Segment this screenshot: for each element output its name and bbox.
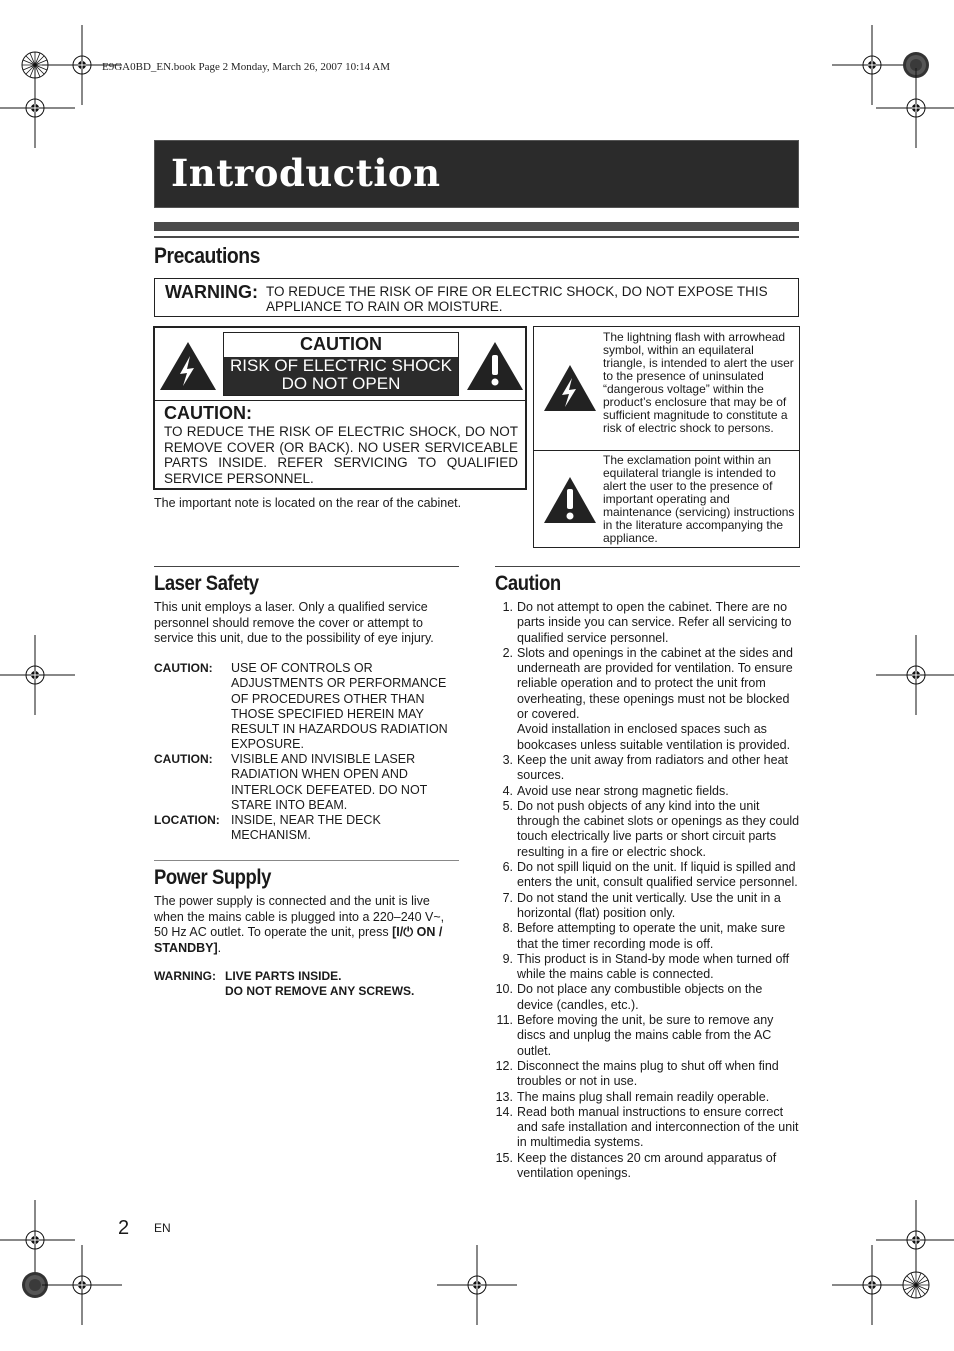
caution-label-panel [223, 332, 459, 396]
list-item-extra: Avoid installation in enclosed spaces such as bookcases unless suitable ventilation is provided. [517, 722, 791, 752]
caution-panel-warning [224, 357, 458, 395]
power-supply-text [154, 894, 457, 956]
laser-intro: This unit employs a laser. Only a qualified service personnel should remove the cover or attempt to service this unit, due to the possibility of eye injury. [154, 600, 434, 645]
list-item-text: Avoid use near strong magnetic fields. [517, 783, 729, 798]
warning-label: WARNING: [165, 282, 258, 302]
power-warning-line1: LIVE PARTS INSIDE. [225, 969, 342, 983]
list-item-number: 2. [502, 645, 513, 660]
power-warning-line2: DO NOT REMOVE ANY SCREWS. [225, 984, 415, 999]
caution-divider [155, 400, 525, 401]
warning-box [154, 278, 799, 317]
list-item-number: 4. [502, 783, 513, 798]
chapter-title-bar [154, 140, 799, 208]
list-item-number: 6. [502, 860, 513, 875]
list-item [495, 1013, 800, 1059]
list-item-text: Slots and openings in the cabinet at the sides and underneath are provided for ventilation. To ensure reliable operation and to protect the unit from overheating, these openings must not be blocked or covered. [517, 645, 793, 722]
cabinet-note: The important note is located on the rear of the cabinet. [154, 496, 462, 510]
list-item-text: Do not place any combustible objects on the device (candles, etc.). [517, 982, 763, 1012]
list-item [495, 784, 800, 799]
list-item [495, 600, 800, 646]
caution-label: CAUTION: [164, 403, 252, 423]
list-item-text: Disconnect the mains plug to shut off when find troubles or not in use. [517, 1058, 779, 1089]
list-item-number: 9. [502, 951, 513, 966]
power-supply-end: . [217, 940, 222, 955]
symbol-explanation-box [533, 326, 800, 548]
list-item-number: 12. [495, 1058, 513, 1073]
standby-button-reference: [I/⏻ ON / STANDBY] [154, 925, 443, 955]
list-item [495, 982, 800, 1013]
exclamation-symbol-text: The exclamation point within an equilateral triangle is intended to alert the user to the presence of important operating and maintenance (servicing) instructions in the literature accompanying the appliance. [603, 453, 795, 545]
list-item-number: 13. [495, 1089, 513, 1104]
warning-text: TO REDUCE THE RISK OF FIRE OR ELECTRIC SHOCK, DO NOT EXPOSE THIS APPLIANCE TO RAIN OR MOISTURE. [266, 284, 768, 314]
list-item [495, 1105, 800, 1151]
laser-row-text: INSIDE, NEAR THE DECK MECHANISM. [231, 813, 381, 843]
list-item-text: This product is in Stand-by mode when turned off while the mains cable is connected. [517, 951, 790, 982]
caution-panel-line2: DO NOT OPEN [281, 374, 401, 393]
caution-panel-title: CAUTION [300, 334, 382, 354]
list-item-text: Do not stand the unit vertically. Use the unit in a horizontal (flat) position only. [517, 890, 781, 920]
laser-caution-row-2 [154, 752, 459, 814]
heading-rule-thick [154, 222, 799, 231]
laser-row-text: USE OF CONTROLS OR ADJUSTMENTS OR PERFORMANCE OF PROCEDURES OTHER THAN THOSE SPECIFIED HEREIN MAY RESULT IN HAZARDOUS RADIATION EXPOSURE. [231, 661, 448, 752]
power-section-rule [154, 860, 459, 861]
list-item-text: Keep the unit away from radiators and other heat sources. [517, 752, 788, 783]
list-item-number: 5. [502, 798, 513, 813]
list-item-number: 14. [495, 1104, 513, 1119]
caution-text: TO REDUCE THE RISK OF ELECTRIC SHOCK, DO NOT REMOVE COVER (OR BACK). NO USER SERVICEABLE PARTS INSIDE. REFER SERVICING TO QUALIFIED SERVICE PERSONNEL. [164, 424, 518, 486]
power-warning [154, 969, 459, 1001]
power-warning-label: WARNING: [154, 969, 216, 983]
list-item-number: 1. [502, 600, 513, 614]
list-item [495, 753, 800, 784]
laser-row-label: CAUTION: [154, 661, 213, 675]
list-item-text: Do not attempt to open the cabinet. There are no parts inside you can service. Refer all servicing to qualified service personnel. [517, 600, 792, 645]
laser-row-text: VISIBLE AND INVISIBLE LASER RADIATION WHEN OPEN AND INTERLOCK DEFEATED. DO NOT STARE INTO BEAM. [231, 752, 428, 812]
caution-list-heading: Caution [495, 572, 561, 595]
caution-panel-line1: RISK OF ELECTRIC SHOCK [230, 356, 452, 375]
power-supply-heading: Power Supply [154, 866, 271, 889]
exclamation-warning-icon [465, 340, 525, 392]
list-item-number: 11. [496, 1013, 513, 1028]
exclamation-symbol-icon [542, 475, 598, 525]
list-item-number: 15. [495, 1150, 513, 1165]
list-item [495, 1059, 800, 1090]
list-item-number: 3. [502, 752, 513, 767]
list-item [495, 921, 800, 952]
lightning-symbol-text: The lightning flash with arrowhead symbol, within an equilateral triangle, is intended to alert the user to the presence of uninsulated “dangerous voltage” within the product’s enclosure that may be of sufficient magnitude to constitute a risk of electric shock to persons. [603, 330, 794, 435]
heading-rule-thin [154, 236, 799, 238]
caution-list [495, 600, 800, 1181]
list-item-text: Before moving the unit, be sure to remove any discs and unplug the mains cable from the AC outlet. [517, 1013, 774, 1058]
list-item-text: Keep the distances 20 cm around apparatus of ventilation openings. [517, 1150, 777, 1180]
laser-section-rule [154, 566, 459, 567]
power-warning-text [225, 969, 455, 1000]
list-item-text: Do not spill liquid on the unit. If liquid is spilled and enters the unit, consult qualified service personnel. [517, 860, 798, 890]
power-supply-main: The power supply is connected and the unit is live when the mains cable is plugged into a 220–240 V~, 50 Hz AC outlet. To operate the unit, press [154, 894, 445, 939]
list-item-number: 7. [502, 890, 513, 905]
lightning-symbol-icon [542, 363, 598, 413]
list-item-text: Do not push objects of any kind into the unit through the cabinet slots or openings as they could touch electrically live parts or short circuit parts resulting in a fire or electric shock. [517, 798, 800, 859]
list-item [495, 646, 800, 753]
laser-location-row [154, 813, 459, 845]
list-item [495, 860, 800, 891]
laser-caution-row-1 [154, 661, 459, 753]
precautions-heading: Precautions [154, 243, 260, 268]
list-item [495, 1151, 800, 1182]
list-item-text: Read both manual instructions to ensure correct and safe installation and interconnection of the unit in multimedia systems. [517, 1104, 799, 1150]
caution-section-rule [495, 566, 800, 567]
chapter-title: Introduction [171, 151, 441, 195]
symbol-divider [534, 450, 799, 451]
list-item [495, 1090, 800, 1105]
lightning-warning-icon [158, 340, 218, 392]
file-header-line: E9GA0BD_EN.book Page 2 Monday, March 26, 2007 10:14 AM [102, 61, 391, 73]
laser-row-label: CAUTION: [154, 752, 213, 766]
laser-row-label: LOCATION: [154, 813, 220, 827]
page-language: EN [154, 1221, 171, 1235]
list-item [495, 952, 800, 983]
caution-box [153, 326, 527, 490]
laser-safety-heading: Laser Safety [154, 572, 259, 595]
list-item-text: Before attempting to operate the unit, make sure that the timer recording mode is off. [517, 921, 786, 951]
list-item-text: The mains plug shall remain readily operable. [517, 1089, 770, 1104]
list-item-number: 8. [502, 921, 513, 936]
list-item [495, 891, 800, 922]
list-item [495, 799, 800, 860]
page-number: 2 [118, 1217, 130, 1239]
list-item-number: 10. [495, 982, 513, 997]
